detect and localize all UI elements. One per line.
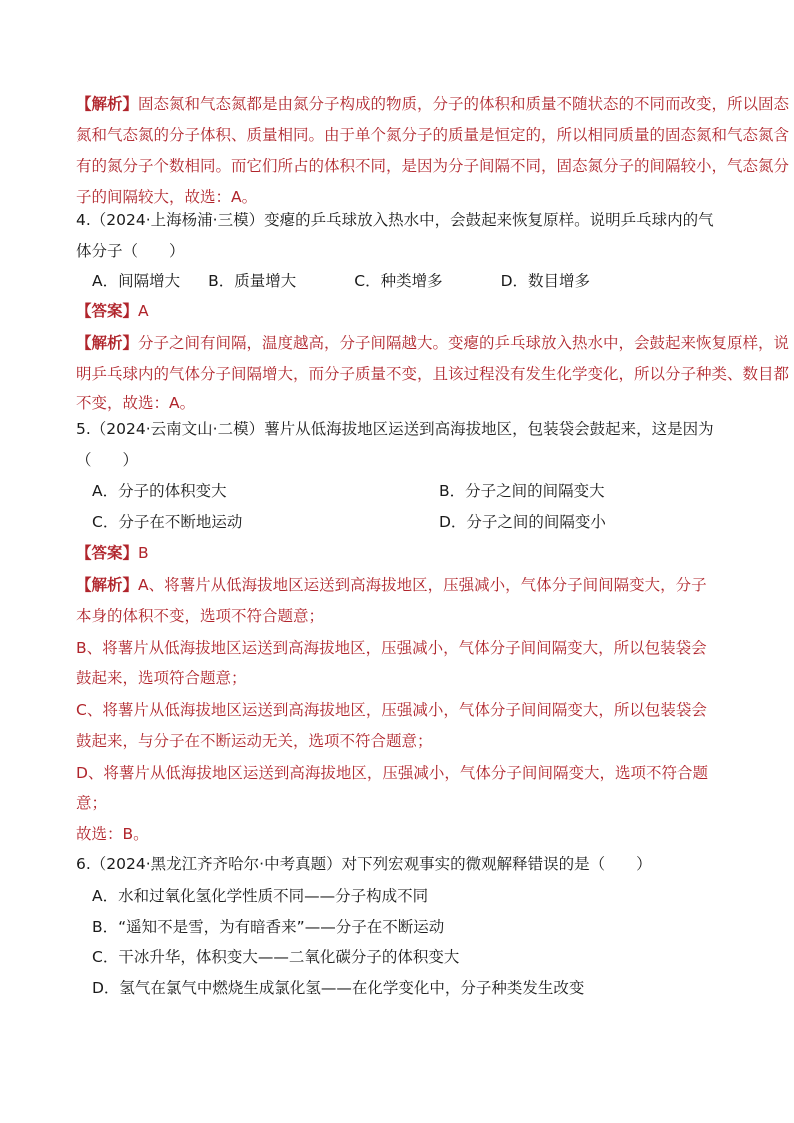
q6-option-b: B．“遥知不是雪，为有暗香来”——分子在不断运动: [92, 918, 445, 936]
q3-analysis-line-2: 氮和气态氮的分子体积、质量相同。由于单个氮分子的质量是恒定的，所以相同质量的固态氮和气态氮含: [76, 126, 790, 144]
q3-analysis-line-3: 有的氮分子个数相同。而它们所占的体积不同，是因为分子间隔不同，固态氮分子的间隔较小，气态氮分: [76, 157, 790, 175]
q3-analysis-line-4: 子的间隔较大，故选：A。: [76, 188, 258, 206]
analysis-label: 解析: [91, 95, 123, 113]
q4-option-c: C．种类增多: [354, 272, 443, 290]
q4-option-d: D．数目增多: [500, 272, 591, 290]
q5-option-a: A．分子的体积变大: [92, 482, 227, 500]
q5-options-row-1: [92, 476, 724, 507]
q5-stem-line-1: 5.（2024·云南文山·二模）薯片从低海拔地区运送到高海拔地区，包装袋会鼓起来，这是因为: [76, 420, 714, 438]
q5-option-d: D．分子之间的间隔变小: [439, 513, 606, 531]
q4-answer: 【答案】A: [76, 302, 149, 320]
answer-label: 答案: [91, 302, 123, 320]
q4-analysis-line-3: 不变，故选：A。: [76, 394, 196, 412]
analysis-label: 解析: [91, 576, 123, 594]
q4-option-b: B．质量增大: [208, 272, 297, 290]
q5-stem-line-2: （ ）: [76, 451, 139, 469]
q4-analysis-line-2: 明乒乓球内的气体分子间隔增大，而分子质量不变，且该过程没有发生化学变化，所以分子种类、数目都: [76, 365, 790, 383]
answer-label: 答案: [91, 544, 123, 562]
q4-option-a: A．间隔增大: [92, 272, 181, 290]
q4-stem-line-2: 体分子（ ）: [76, 242, 185, 260]
q4-answer-value: A: [138, 302, 149, 320]
q5-analysis-line-1: 【解析】A、将薯片从低海拔地区运送到高海拔地区，压强减小，气体分子间间隔变大，分子: [76, 576, 707, 594]
q5-answer: 【答案】B: [76, 544, 149, 562]
q6-stem: 6.（2024·黑龙江齐齐哈尔·中考真题）对下列宏观事实的微观解释错误的是（ ）: [76, 855, 652, 873]
q5-answer-value: B: [138, 544, 149, 562]
q4-stem-line-1: 4.（2024·上海杨浦·三模）变瘪的乒乓球放入热水中，会鼓起来恢复原样。说明乒乓球内的气: [76, 211, 714, 229]
q3-analysis-line-1: 【解析】固态氮和气态氮都是由氮分子构成的物质，分子的体积和质量不随状态的不同而改变，所以固态: [76, 95, 790, 113]
q5-analysis-line-9: 故选：B。: [76, 825, 149, 843]
q4-options: [92, 266, 724, 297]
label-bracket: 】: [122, 95, 139, 113]
q5-analysis-line-8: 意；: [76, 794, 108, 812]
q5-options-row-2: [92, 507, 724, 538]
q5-analysis-line-3: B、将薯片从低海拔地区运送到高海拔地区，压强减小，气体分子间间隔变大，所以包装袋会: [76, 639, 707, 657]
q5-option-b: B．分子之间的间隔变大: [439, 482, 605, 500]
q5-analysis-line-4: 鼓起来，选项符合题意；: [76, 669, 247, 687]
q6-option-a: A．水和过氧化氢化学性质不同——分子构成不同: [92, 887, 429, 905]
label-bracket: 【: [76, 95, 92, 113]
q6-option-c: C．干冰升华，体积变大——二氧化碳分子的体积变大: [92, 948, 460, 966]
analysis-label: 解析: [91, 334, 123, 352]
q5-analysis-line-7: D、将薯片从低海拔地区运送到高海拔地区，压强减小，气体分子间间隔变大，选项不符合题: [76, 764, 708, 782]
q4-analysis-line-1: 【解析】分子之间有间隔，温度越高，分子间隔越大。变瘪的乒乓球放入热水中，会鼓起来恢复原样，说: [76, 334, 790, 352]
q5-analysis-line-2: 本身的体积不变，选项不符合题意；: [76, 607, 325, 625]
q5-option-c: C．分子在不断地运动: [92, 513, 243, 531]
q6-option-d: D．氢气在氯气中燃烧生成氯化氢——在化学变化中，分子种类发生改变: [92, 979, 585, 997]
q5-analysis-line-5: C、将薯片从低海拔地区运送到高海拔地区，压强减小，气体分子间间隔变大，所以包装袋会: [76, 701, 707, 719]
q5-analysis-line-6: 鼓起来，与分子在不断运动无关，选项不符合题意；: [76, 732, 433, 750]
